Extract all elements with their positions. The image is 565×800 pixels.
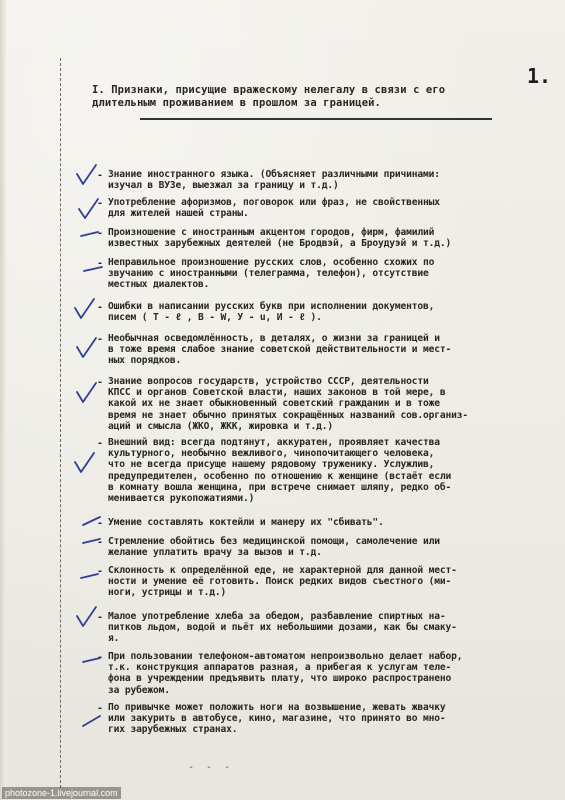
list-item: Стремление обойтись без медицинской помощи, самолечение или желание уплатить врачу за вызов и т.д. [108, 536, 440, 559]
checkmark-icon [74, 380, 100, 406]
list-item: Знание вопросов государств, устройство СССР, деятельности КПСС и органов Советской власти, наших законов в той мере, в какой их не знает обыкновенный советский гражданин и в тоже время не знает обычно принятых сокращённых названий сов.организ- аций и смысла (ЖКО, ЖКК, жировка и т.д.) [108, 376, 469, 432]
list-item: Малое употребление хлеба за обедом, разбавление спиртных на- питков льдом, водой и пьёт их небольшими дозами, как бы смаку- я. [108, 611, 457, 645]
item-dash: - [97, 518, 104, 529]
pen-dash-icon [78, 530, 104, 556]
item-dash: - [97, 566, 104, 577]
item-dash: - [97, 652, 104, 663]
list-item: Ошибки в написании русских букв при исполнении документов, писем ( T - ℓ , В - W, У - u, И - ℓ ). [108, 301, 435, 324]
pen-dash-icon [76, 565, 102, 591]
list-item: Неправильное произношение русских слов, особенно схожих по звучанию с иностранными (телеграмма, телефон), отсутствие местных диалектов. [108, 257, 435, 291]
item-dash: - [97, 438, 104, 449]
item-dash: - [97, 302, 104, 313]
checkmark-icon [74, 335, 100, 361]
list-item: Склонность к определённой еде, не характерной для данной мест- ности и умение её готовить. Поиск редких видов съестного (ми- ноги, устрицы и т.д.) [108, 565, 457, 599]
item-dash: - [97, 612, 104, 623]
list-item: При пользовании телефоном-автоматом непроизвольно делает набор, т.к. конструкция аппаратов разная, а прибегая к услугам теле- фона в учреждении предъявить плату, что широко распространено за рубежом. [108, 651, 463, 696]
watermark: photozone-1.livejournal.com [2, 787, 121, 799]
item-dash: - [97, 334, 104, 345]
checkmark-icon [74, 604, 100, 630]
list-item: Произношение с иностранным акцентом городов, фирм, фамилий известных зарубежных деятелей (не Бродвэй, а Броудуэй и т.д.) [108, 227, 452, 250]
item-dash: - [97, 377, 104, 388]
margin-dashed-line [60, 58, 61, 788]
section-title: I. Признаки, присущие вражескому нелегалу в связи с его длительным проживанием в прошлом за границей. [92, 84, 446, 109]
item-dash: - [97, 170, 104, 181]
checkmark-icon [74, 162, 100, 188]
list-item: Знание иностранного языка. (Объясняет различными причинами: изучал в ВУЗе, выезжал за границу и т.д.) [108, 169, 440, 192]
page-fold-shadow [0, 0, 6, 800]
item-dash: - [97, 537, 104, 548]
title-underline [140, 118, 492, 120]
list-item: Внешний вид: всегда подтянут, аккуратен, проявляет качества культурного, необычно вежливого, чинопочитающего человека, что не всегда присуще нашему рядовому труженику. Услужлив, предупредителен, особенно по отношению к женщине (встаёт если в комнату вошла женщина, при встрече снимает шляпу, редко об- менивается рукопожатиями.) [108, 437, 452, 505]
bottom-dashes: - - - [188, 762, 234, 773]
list-item: Умение составлять коктейли и манеру их "сбивать". [108, 517, 384, 528]
item-dash: - [97, 198, 104, 209]
checkmark-icon [76, 196, 102, 222]
pen-dash-icon [76, 224, 102, 250]
list-item: По привычке может положить ноги на возвышение, жевать жвачку или закурить в автобусе, кино, магазине, что принято во мно- гих зарубежных странах. [108, 702, 446, 736]
list-item: Употребление афоризмов, поговорок или фраз, не свойственных для жителей нашей страны. [108, 197, 440, 220]
item-dash: - [97, 228, 104, 239]
list-item: Необычная осведомлённость, в деталях, о жизни за границей и в тоже время слабое знание советской действительности и мест- ных порядков. [108, 333, 452, 367]
item-dash: - [97, 703, 104, 714]
page-number: 1. [527, 64, 552, 88]
checkmark-icon [72, 296, 98, 322]
pen-dash-icon [78, 650, 104, 676]
pen-dash-icon [78, 708, 104, 734]
item-dash: - [97, 258, 104, 269]
pen-dash-icon [80, 260, 106, 286]
checkmark-icon [72, 450, 98, 476]
